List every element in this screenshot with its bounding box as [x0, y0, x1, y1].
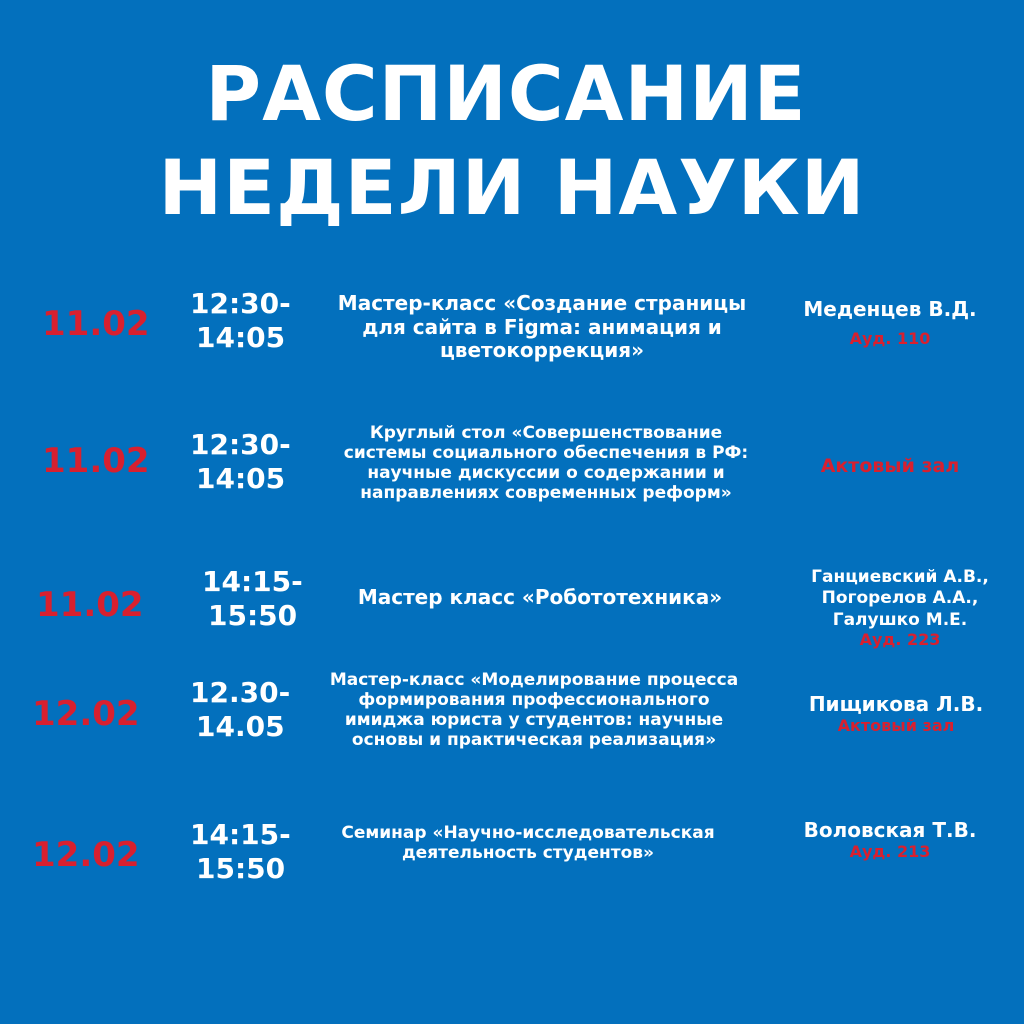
event-room: Актовый зал — [820, 455, 960, 477]
event-title: Круглый стол «Совершенствование системы социального обеспечения в РФ: научные дискуссии о содержании и направлениях современных реформ» — [343, 423, 749, 504]
event-title: Мастер-класс «Моделирование процесса формирования профессионального имиджа юриста у студентов: научные основы и практическая реализация» — [329, 670, 739, 751]
event-location — [770, 455, 1010, 477]
event-time-end: 14:05 — [196, 461, 286, 495]
event-time-start: 14:15- — [190, 818, 291, 851]
event-time — [190, 676, 290, 743]
event-location — [780, 567, 1020, 650]
event-time-start: 12:30- — [190, 428, 291, 461]
event-time-end: 14:05 — [196, 320, 286, 354]
event-time — [190, 818, 291, 885]
event-date: 11.02 — [42, 441, 150, 481]
event-time-start: 12.30- — [190, 676, 291, 709]
event-title: Семинар «Научно-исследовательская деятельность студентов» — [341, 823, 715, 864]
event-title: Мастер-класс «Создание страницы для сайта в Figma: анимация и цветокоррекция» — [337, 291, 747, 363]
event-room: Ауд. 110 — [849, 329, 931, 349]
event-time — [190, 287, 291, 354]
event-time — [190, 428, 291, 495]
event-room: Актовый зал — [837, 716, 955, 736]
page-title-line-1: РАСПИСАНИЕ — [205, 49, 807, 138]
event-date: 12.02 — [32, 694, 140, 734]
event-location — [770, 297, 1010, 349]
event-speaker: Меденцев В.Д. — [803, 297, 977, 321]
event-time — [202, 565, 303, 632]
event-room: Ауд. 213 — [849, 842, 931, 862]
event-time-end: 15:50 — [196, 851, 286, 885]
event-title: Мастер класс «Робототехника» — [357, 585, 723, 609]
event-date: 11.02 — [42, 304, 150, 344]
page-title-line-2: НЕДЕЛИ НАУКИ — [158, 143, 866, 232]
event-speaker: Воловская Т.В. — [803, 818, 977, 842]
event-time-start: 12:30- — [190, 287, 291, 320]
event-room: Ауд. 223 — [859, 630, 941, 650]
event-time-end: 15:50 — [208, 598, 298, 632]
event-time-start: 14:15- — [202, 565, 303, 598]
event-time-end: 14.05 — [196, 709, 285, 743]
event-location — [770, 818, 1010, 862]
event-speaker: Ганциевский А.В., Погорелов А.А., Галушко М.Е. — [811, 567, 989, 630]
event-date: 12.02 — [32, 835, 140, 875]
event-date: 11.02 — [36, 585, 144, 625]
event-location — [776, 692, 1016, 736]
event-speaker: Пищикова Л.В. — [808, 692, 984, 716]
